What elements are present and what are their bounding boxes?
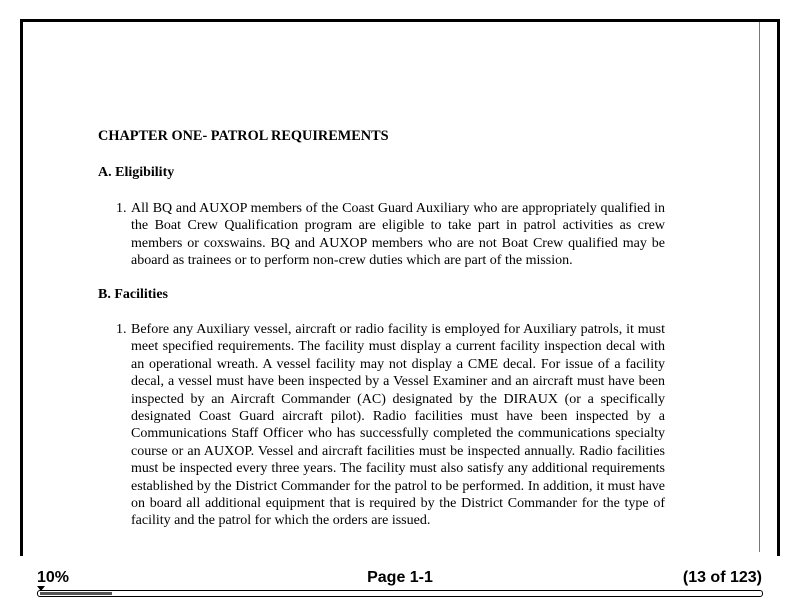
section-heading-eligibility: A. Eligibility xyxy=(98,165,175,180)
page-frame-left-border xyxy=(20,19,23,556)
page-frame-right-border xyxy=(777,19,780,556)
section-heading-facilities: B. Facilities xyxy=(98,287,168,302)
reading-progress-fill xyxy=(40,592,112,595)
progress-percent-label: 10% xyxy=(37,569,70,586)
list-item-number: 1. xyxy=(116,322,127,337)
progress-marker-icon xyxy=(37,586,45,591)
page-count-label: (13 of 123) xyxy=(682,569,762,586)
list-item xyxy=(116,200,665,270)
page-inner-margin-line xyxy=(759,22,760,552)
page-frame-top-border xyxy=(20,19,780,22)
list-item-text: All BQ and AUXOP members of the Coast Guard Auxiliary who are appropriately qualified in the Boat Crew Qualification program are eligible to take part in patrol activities as crew members or coxswains. BQ and AUXOP members who are not Boat Crew qualified may be aboard as trainees or to perform non-crew duties which are part of the mission. xyxy=(131,201,665,269)
list-item-text: Before any Auxiliary vessel, aircraft or radio facility is employed for Auxiliary patrols, it must meet specified requirements. The facility must display a current facility inspection decal with an operational wreath. A vessel facility may not display a CME decal. For issue of a facility decal, a vessel must have been inspected by a Vessel Examiner and an aircraft must have been inspected by an Aircraft Commander (AC) designated by the DIRAUX (or a specifically designated Coast Guard aircraft pilot). Radio facilities must have been inspected by a Communications Staff Officer who has successfully completed the communications specialty course or an AUXOP. Vessel and aircraft facilities must be inspected annually. Radio facilities must be inspected every three years. The facility must also satisfy any additional requirements established by the District Commander for the patrol to be performed. In addition, it must have on board all additional equipment that is required by the District Commander for the type of facility and the patrol for which the orders are issued. xyxy=(131,322,665,529)
reading-progress-bar[interactable] xyxy=(37,590,763,597)
chapter-title: CHAPTER ONE- PATROL REQUIREMENTS xyxy=(98,128,389,144)
list-item xyxy=(116,321,665,530)
list-item-number: 1. xyxy=(116,201,127,216)
page-label: Page 1-1 xyxy=(367,569,433,586)
